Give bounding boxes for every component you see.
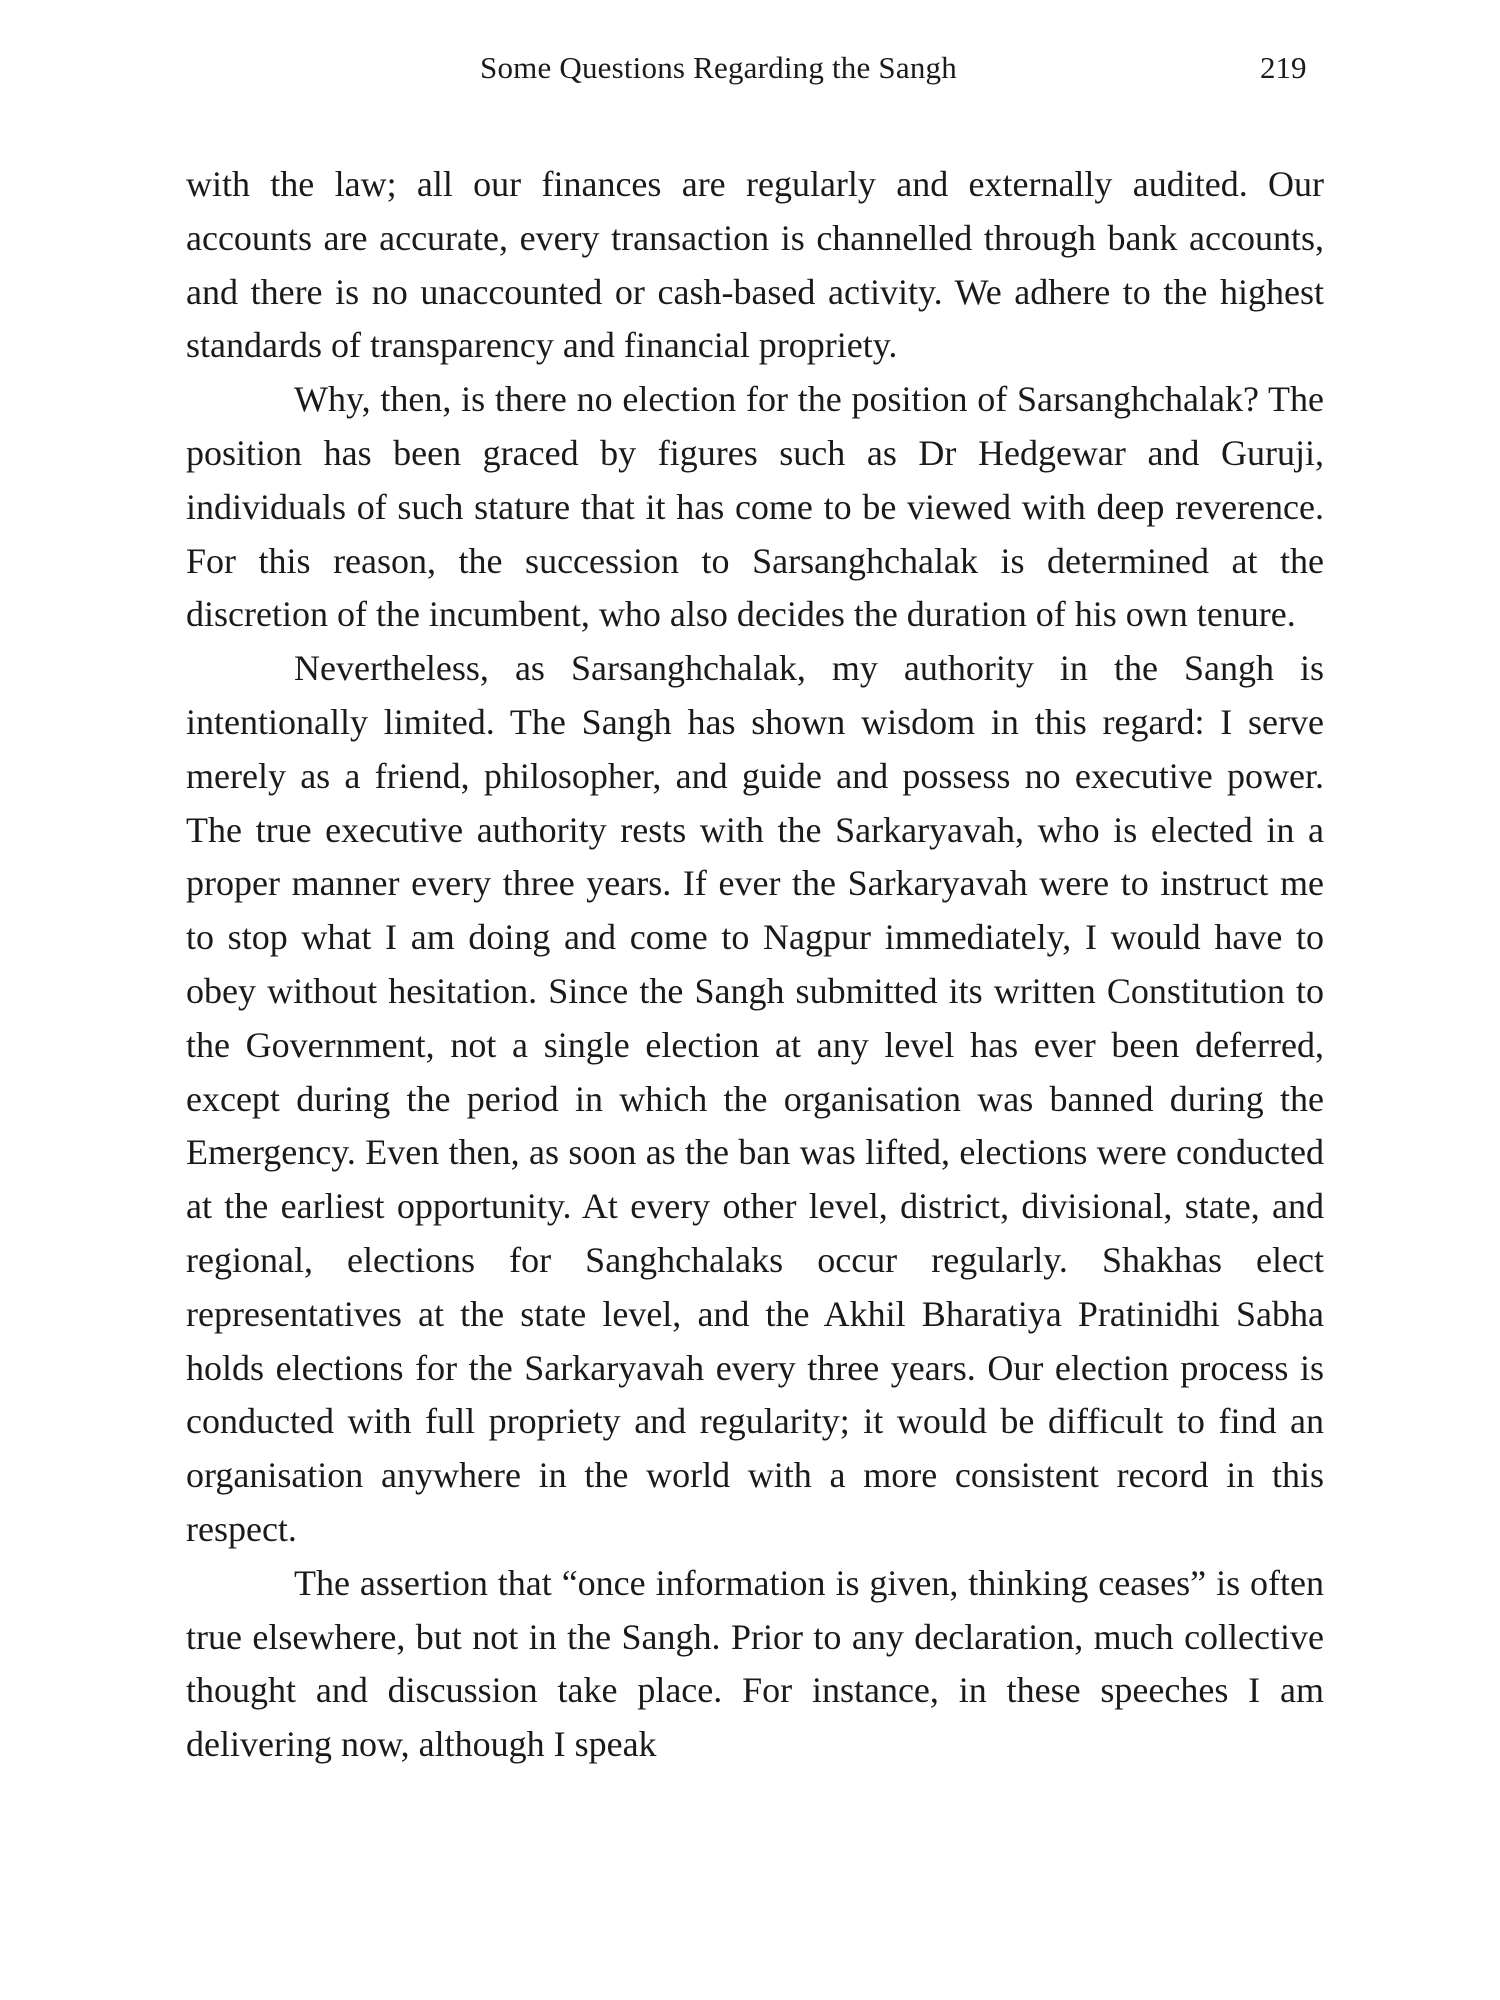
paragraph-collective-thought: The assertion that “once information is given, thinking ceases” is often true elsewhere, but not in the Sangh. Prior to any declaration, much collective thought and discussion take place. For instance, in these speeches I am delivering now, although I speak (186, 1562, 1324, 1765)
running-title: Some Questions Regarding the Sangh (480, 50, 957, 85)
running-header (0, 44, 1500, 92)
paragraph-limited-authority: Nevertheless, as Sarsanghchalak, my authority in the Sangh is intentionally limited. The Sangh has shown wisdom in this regard: I serve merely as a friend, philosopher, and guide and possess no executive power. The true executive authority rests with the Sarkaryavah, who is elected in a proper manner every three years. If ever the Sarkaryavah were to instruct me to stop what I am doing and come to Nagpur immediately, I would have to obey without hesitation. Since the Sangh submitted its written Constitution to the Government, not a single election at any level has ever been deferred, except during the period in which the organisation was banned during the Emergency. Even then, as soon as the ban was lifted, elections were conducted at the earliest opportunity. At every other level, district, divisional, state, and regional, elections for Sanghchalaks occur regularly. Shakhas elect representatives at the state level, and the Akhil Bharatiya Pratinidhi Sabha holds elections for the Sarkaryavah every three years. Our election process is conducted with full propriety and regularity; it would be difficult to find an organisation anywhere in the world with a more consistent record in this respect. (186, 648, 1324, 1549)
page-number: 219 (1260, 50, 1307, 85)
body-text (186, 158, 1324, 1772)
paragraph-sarsanghchalak-election: Why, then, is there no election for the position of Sarsanghchalak? The position has been graced by figures such as Dr Hedgewar and Guruji, individuals of such stature that it has come to be viewed with deep reverence. For this reason, the succession to Sarsanghchalak is determined at the discretion of the incumbent, who also decides the duration of his own tenure. (186, 379, 1324, 635)
paragraph-continuation: with the law; all our finances are regularly and externally audited. Our accounts are accurate, every transaction is channelled through bank accounts, and there is no unaccounted or cash-based activity. We adhere to the highest standards of transparency and financial propriety. (186, 164, 1324, 366)
